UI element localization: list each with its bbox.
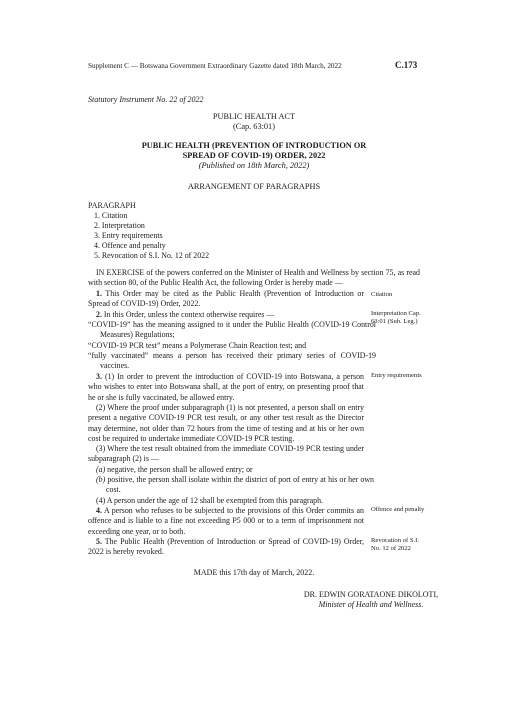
paragraph-5	[88, 537, 364, 558]
item-a-text: negative, the person shall be allowed entry; or	[105, 465, 253, 474]
toc-item: 2. Interpretation	[94, 221, 145, 230]
definition-covid19: “COVID-19” has the meaning assigned to it under the Public Health (COVID-19 Control Measures) Regulations;	[88, 320, 376, 340]
paragraph-4	[88, 506, 364, 537]
margin-note-offence: Offence and penalty	[371, 506, 425, 513]
toc-item: 1. Citation	[94, 211, 128, 220]
item-a-marker: (a)	[96, 465, 106, 474]
paragraph-label: PARAGRAPH	[88, 201, 136, 210]
order-title-line2: SPREAD OF COVID-19) ORDER, 2022	[182, 151, 326, 160]
margin-note-entry: Entry requirements	[371, 372, 422, 379]
definition-fully-vaccinated: “fully vaccinated” means a person has received their primary series of COVID-19 vaccines.	[88, 351, 376, 371]
paragraph-3-3: (3) Where the test result obtained from the immediate COVID-19 PCR testing under subparagraph (2) is —	[88, 444, 364, 464]
signatory-name: DR. EDWIN GORATAONE DIKOLOTI,	[303, 590, 439, 599]
paragraph-3-4: (4) A person under the age of 12 shall be exempted from this paragraph.	[96, 496, 324, 505]
paragraph-1-text: This Order may be cited as the Public Health (Prevention of Introduction or Spread of COVID-19) Order, 2022.	[88, 289, 364, 309]
order-title-line1: PUBLIC HEALTH (PREVENTION OF INTRODUCTION OR	[141, 141, 367, 150]
paragraph-2	[88, 310, 364, 320]
item-b-text: positive, the person shall isolate within the district of port of entry at his or her own cost.	[105, 475, 374, 495]
paragraph-5-number: 5.	[96, 537, 102, 546]
paragraph-5-text: The Public Health (Prevention of Introduction or Spread of COVID-19) Order, 2022 is hereby revoked.	[88, 537, 364, 557]
paragraph-1	[88, 289, 364, 310]
paragraph-3-number: 3.	[96, 372, 102, 381]
definition-pcr-test: “COVID-19 PCR test” means a Polymerase Chain Reaction test; and	[88, 341, 307, 350]
toc-item: 5. Revocation of S.I. No. 12 of 2022	[94, 251, 210, 260]
signatory-title: Minister of Health and Wellness.	[318, 600, 424, 609]
paragraph-3-1-text: (1) In order to prevent the introduction of COVID-19 into Botswana, a person who wishes to enter into Botswana shall, at the port of entry, on presenting proof that he or she is fully vaccinated, be allowed entry.	[88, 372, 364, 402]
made-date: MADE this 17th day of March, 2022.	[193, 568, 315, 577]
enacting-clause: IN EXERCISE of the powers conferred on the Minister of Health and Wellness by section 75, as read with section 80, of the Public Health Act, the following Order is hereby made —	[88, 268, 420, 288]
toc-item: 4. Offence and penalty	[94, 241, 166, 250]
margin-note-citation: Citation	[371, 291, 393, 298]
item-b-marker: (b)	[96, 475, 106, 484]
paragraph-1-number: 1.	[96, 289, 102, 298]
paragraph-3-2: (2) Where the proof under subparagraph (1) is not presented, a person shall on entry present a negative COVID-19 PCR test result, or any other test result as the Director may determine, not older than 72 hours from the time of testing and at his or her own cost be required to undertake immediate COVID-19 PCR testing.	[88, 403, 364, 443]
act-cap: (Cap. 63:01)	[233, 122, 275, 131]
published-date: (Published on 18th March, 2022)	[198, 161, 310, 170]
instrument-number: Statutory Instrument No. 22 of 2022	[88, 95, 204, 104]
margin-note-interpretation: Interpretation Cap. 63:01 (Sub. Leg.)	[371, 310, 421, 325]
act-name: PUBLIC HEALTH ACT	[212, 112, 296, 121]
paragraph-2-number: 2.	[96, 310, 102, 319]
paragraph-3-1	[88, 372, 364, 403]
paragraph-3-3-a	[96, 465, 374, 475]
arrangement-heading: ARRANGEMENT OF PARAGRAPHS	[187, 182, 321, 191]
page-number: C.173	[395, 60, 418, 70]
paragraph-4-number: 4.	[96, 506, 102, 515]
paragraph-2-text: In this Order, unless the context otherwise requires —	[101, 310, 275, 319]
paragraph-3-3-b	[96, 475, 374, 496]
paragraph-4-text: A person who refuses to be subjected to the provisions of this Order commits an offence and is liable to a fine not exceeding P5 000 or to a term of imprisonment not exceeding one year, or to both.	[88, 506, 364, 536]
toc-item: 3. Entry requirements	[94, 231, 163, 240]
margin-note-revocation: Revocation of S.I. No. 12 of 2022	[371, 537, 419, 552]
running-head: Supplement C — Botswana Government Extraordinary Gazette dated 18th March, 2022	[88, 62, 342, 70]
